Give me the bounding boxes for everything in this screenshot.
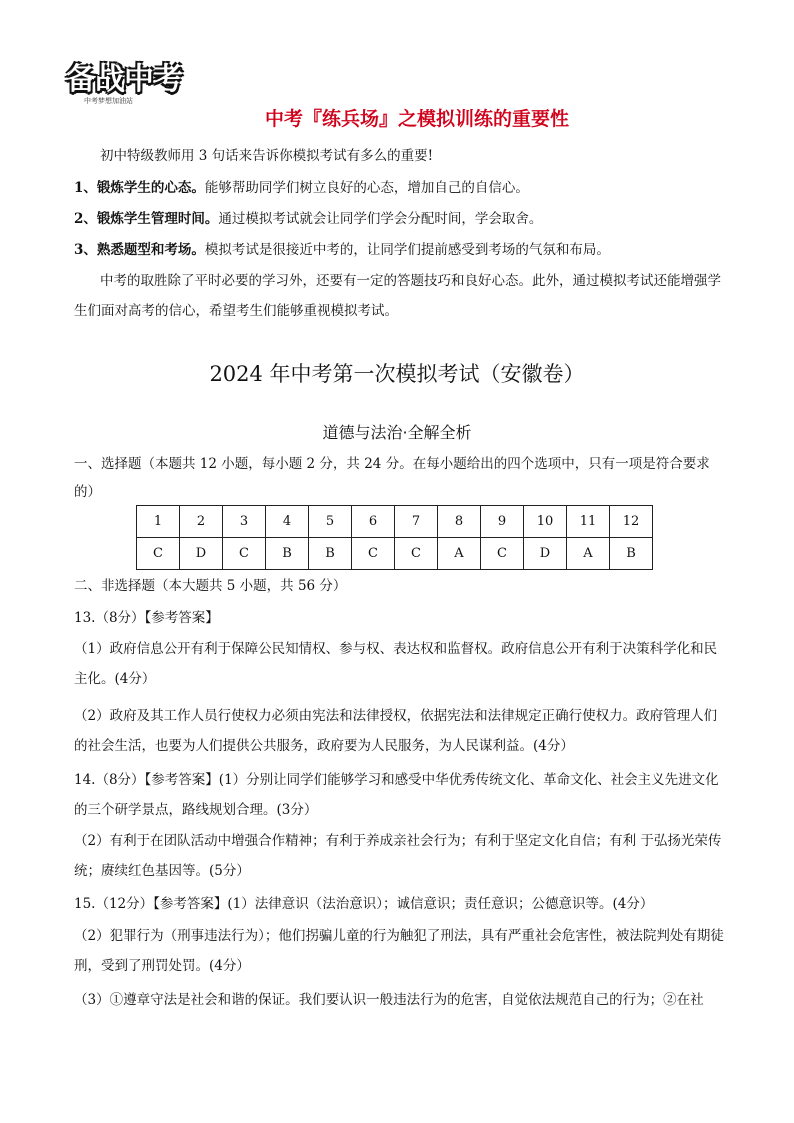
answer-letter: A [438, 538, 481, 570]
closing-text: 中考的取胜除了平时必要的学习外，还要有一定的答题技巧和良好心态。此外，通过模拟考试还能增强学生们面对高考的信心，希望考生们能够重视模拟考试。 [74, 273, 721, 319]
point-2 [74, 209, 724, 229]
answer-letter: D [524, 538, 567, 570]
point-3-bold: 3、熟悉题型和考场。 [74, 242, 205, 258]
answer-letter: B [610, 538, 653, 570]
q14-answer-2: （2）有利于在团队活动中增强合作精神；有利于养成亲社会行为；有利于坚定文化自信；有利 于弘扬光荣传统；赓续红色基因等。(5分） [74, 833, 722, 879]
q15-answer-3: （3）①遵章守法是社会和谐的保证。我们要认识一般违法行为的危害，自觉依法规范自己的行为；②在社 [74, 992, 704, 1008]
answer-letter: C [395, 538, 438, 570]
answer-number: 5 [309, 506, 352, 538]
point-2-bold: 2、锻炼学生管理时间。 [74, 211, 219, 227]
answer-letter: D [180, 538, 223, 570]
section-2-heading: 二、非选择题（本大题共 5 小题，共 56 分） [74, 578, 347, 594]
answer-number: 9 [481, 506, 524, 538]
answer-table [136, 505, 653, 570]
point-3-text: 模拟考试是很接近中考的，让同学们提前感受到考场的气氛和布局。 [204, 242, 610, 258]
answer-number: 12 [610, 506, 653, 538]
point-1-text: 能够帮助同学们树立良好的心态，增加自己的自信心。 [204, 180, 529, 196]
q13-heading: 13.（8分）【参考答案】 [74, 610, 219, 626]
answer-letter: C [223, 538, 266, 570]
section-1-heading: 一、选择题（本题共 12 小题，每小题 2 分，共 24 分。在每小题给出的四个选项中，只有一项是符合要求的） [74, 456, 710, 500]
point-1-bold: 1、锻炼学生的心态。 [74, 180, 205, 196]
answer-number: 11 [567, 506, 610, 538]
answer-letter: A [567, 538, 610, 570]
answer-number: 4 [266, 506, 309, 538]
answer-number: 6 [352, 506, 395, 538]
point-1 [74, 178, 724, 198]
answer-number: 2 [180, 506, 223, 538]
q13-answer-1: （1）政府信息公开有利于保障公民知情权、参与权、表达权和监督权。政府信息公开有利于决策科学化和民主化。(4分） [74, 641, 718, 687]
logo-text: 备战中考 [66, 62, 182, 97]
answer-number: 10 [524, 506, 567, 538]
exam-subtitle: 道德与法治·全解全析 [322, 423, 472, 442]
answer-letter: B [266, 538, 309, 570]
q15-answer-2: （2）犯罪行为（刑事违法行为）；他们拐骗儿童的行为触犯了刑法，具有严重社会危害性，被法院判处有期徒刑，受到了刑罚处罚。(4分） [74, 928, 724, 974]
answer-letter: B [309, 538, 352, 570]
answer-letter-row [137, 538, 653, 570]
q14-answer-1: 14.（8分）【参考答案】(1）分别让同学们能够学习和感受中华优秀传统文化、革命文化、社会主义先进文化的三个研学景点，路线规划合理。(3分） [74, 772, 719, 818]
answer-number: 1 [137, 506, 180, 538]
answer-number: 7 [395, 506, 438, 538]
q15-answer-1: 15.（12分）【参考答案】(1）法律意识（法治意识）；诚信意识；责任意识；公德意识等。(4分） [74, 896, 654, 912]
point-3 [74, 240, 724, 260]
answer-number-row [137, 506, 653, 538]
logo-subtext: 中考梦想加油站 [84, 97, 133, 105]
q13-answer-2: （2）政府及其工作人员行使权力必须由宪法和法律授权，依据宪法和法律规定正确行使权力。政府管理人们的社会生活，也要为人们提供公共服务，政府要为人民服务，为人民谋利益。(4分） [74, 708, 718, 754]
intro-text: 初中特级教师用 3 句话来告诉你模拟考试有多么的重要! [100, 148, 434, 164]
answer-number: 8 [438, 506, 481, 538]
point-2-text: 通过模拟考试就会让同学们学会分配时间，学会取舍。 [218, 211, 543, 227]
answer-letter: C [137, 538, 180, 570]
headline: 中考『练兵场』之模拟训练的重要性 [264, 108, 569, 130]
answer-number: 3 [223, 506, 266, 538]
answer-letter: C [481, 538, 524, 570]
exam-title: 2024 年中考第一次模拟考试（安徽卷） [209, 362, 585, 386]
answer-letter: C [352, 538, 395, 570]
